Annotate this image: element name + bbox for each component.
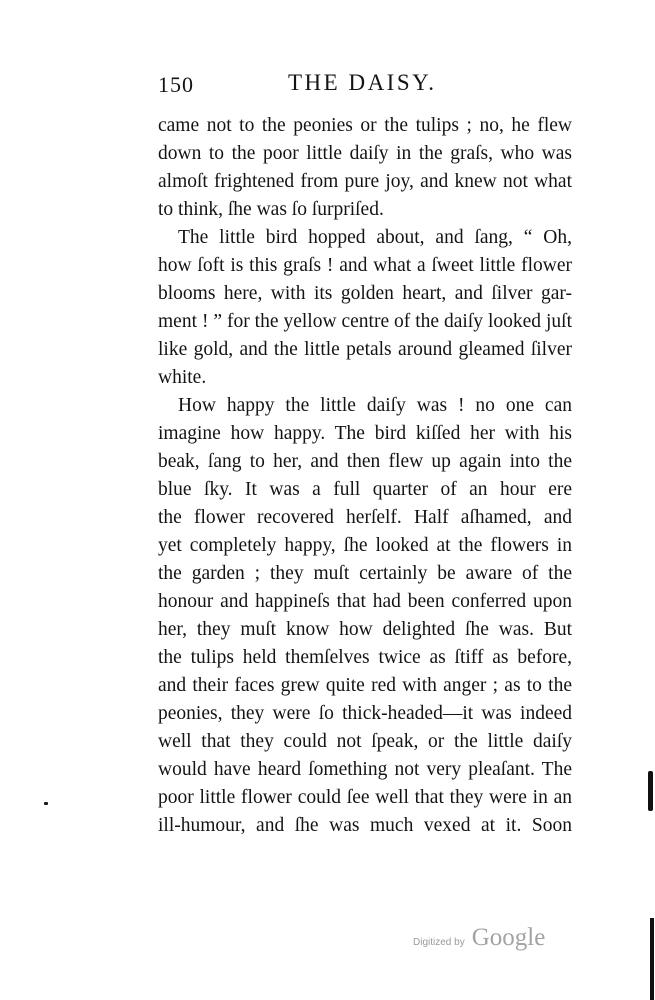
page-number: 150 xyxy=(158,72,194,97)
text-line: and their faces grew quite red with anger ; as to the xyxy=(158,675,572,696)
text-line: down to the poor little daiſy in the graſs, who was xyxy=(158,143,572,164)
google-wordmark: Google xyxy=(471,924,546,951)
scan-edge-mark xyxy=(648,771,653,811)
text-line: would have heard ſomething not very pleaſant. The xyxy=(158,759,572,780)
text-line: blue ſky. It was a full quarter of an hour ere xyxy=(158,479,572,500)
scan-edge-mark xyxy=(650,918,654,1000)
text-line: ill-humour, and ſhe was much vexed at it. Soon xyxy=(158,815,572,836)
text-line: white. xyxy=(158,367,207,388)
text-line: honour and happineſs that had been conferred upon xyxy=(158,591,572,612)
text-line: imagine how happy. The bird kiſſed her with his xyxy=(158,423,572,444)
digitization-watermark xyxy=(413,924,545,954)
digitized-by-label: Digitized by xyxy=(413,937,465,948)
text-line: the flower recovered herſelf. Half aſhamed, and xyxy=(158,507,572,528)
text-line: The little bird hopped about, and ſang, “ Oh, xyxy=(178,227,572,248)
text-line: ment ! ” for the yellow centre of the daiſy looked juſt xyxy=(158,311,572,332)
text-line: to think, ſhe was ſo ſurpriſed. xyxy=(158,199,384,220)
text-line: peonies, they were ſo thick-headed—it was indeed xyxy=(158,703,572,724)
page-header xyxy=(158,70,572,100)
running-title: THE DAISY. xyxy=(288,70,437,95)
text-line: almoſt frightened from pure joy, and knew not what xyxy=(158,171,572,192)
text-line: like gold, and the little petals around gleamed ſilver xyxy=(158,339,572,360)
text-line: the garden ; they muſt certainly be aware of the xyxy=(158,563,572,584)
text-line: well that they could not ſpeak, or the little daiſy xyxy=(158,731,572,752)
text-line: beak, ſang to her, and then flew up again into the xyxy=(158,451,572,472)
margin-dot xyxy=(44,802,48,805)
body-text xyxy=(158,112,572,840)
text-line: her, they muſt know how delighted ſhe was. But xyxy=(158,619,572,640)
text-line: How happy the little daiſy was ! no one can xyxy=(178,395,572,416)
text-line: the tulips held themſelves twice as ſtiff as before, xyxy=(158,647,572,668)
text-line: poor little flower could ſee well that they were in an xyxy=(158,787,572,808)
text-line: yet completely happy, ſhe looked at the flowers in xyxy=(158,535,572,556)
text-line: blooms here, with its golden heart, and ſilver gar- xyxy=(158,283,572,304)
text-line: how ſoft is this graſs ! and what a ſweet little flower xyxy=(158,255,572,276)
text-line: came not to the peonies or the tulips ; no, he flew xyxy=(158,115,572,136)
